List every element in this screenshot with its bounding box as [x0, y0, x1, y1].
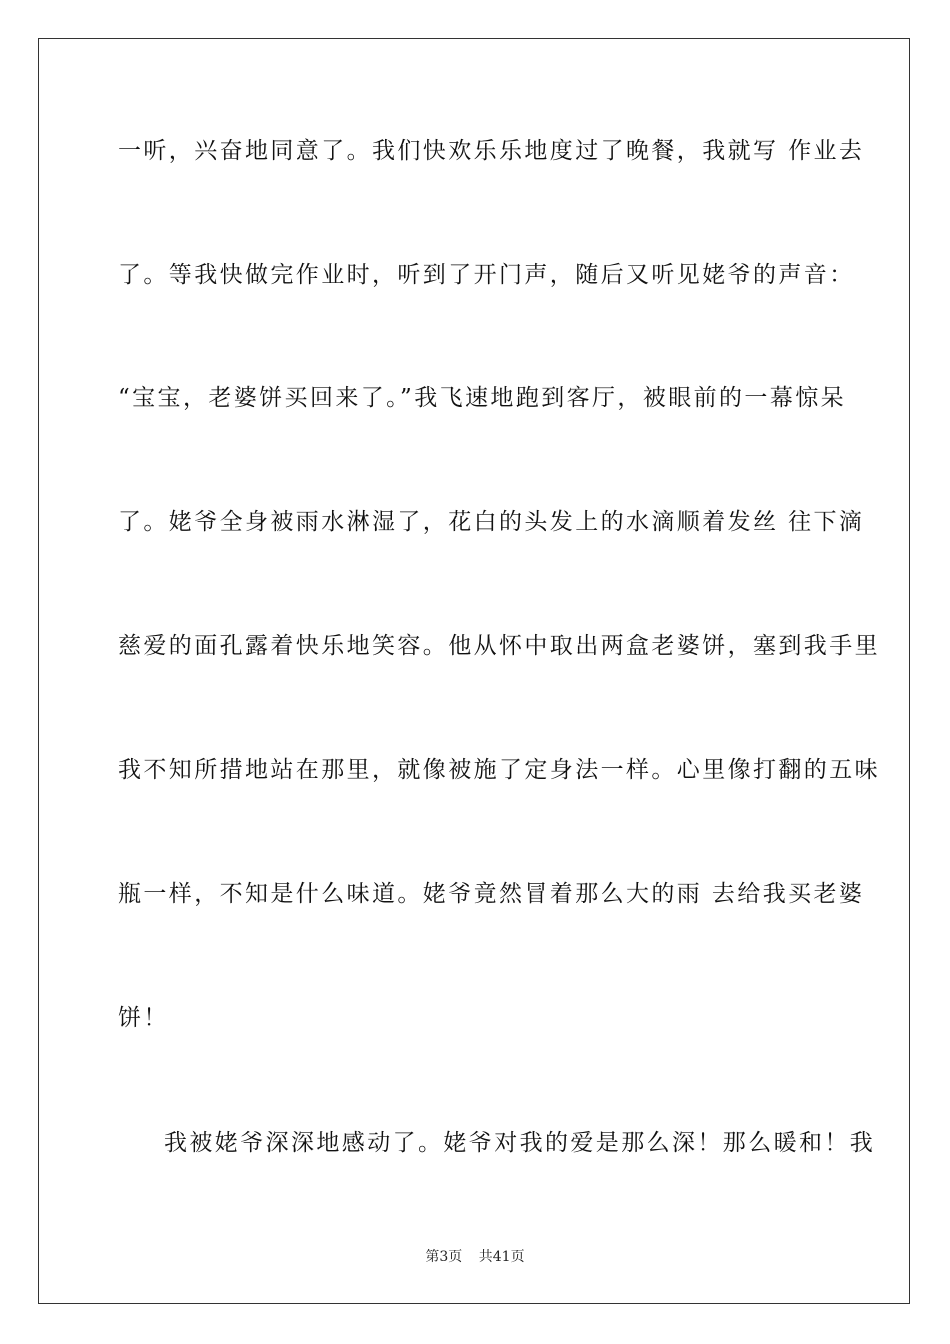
body-line-2: 了。等我快做完作业时，听到了开门声，随后又听见姥爷的声音： — [118, 262, 855, 288]
page-border — [38, 38, 910, 1304]
body-line-5: 慈爱的面孔露着快乐地笑容。他从怀中取出两盒老婆饼，塞到我手里 — [118, 633, 880, 659]
body-line-8: 饼！ — [118, 1005, 169, 1031]
page-number: 第3页 — [425, 1249, 463, 1265]
body-line-7: 瓶一样，不知是什么味道。姥爷竟然冒着那么大的雨 去给我买老婆 — [118, 881, 865, 907]
body-line-9: 我被姥爷深深地感动了。姥爷对我的爱是那么深！那么暖和！我 — [164, 1130, 876, 1156]
page-footer — [0, 1246, 950, 1266]
body-line-4: 了。姥爷全身被雨水淋湿了，花白的头发上的水滴顺着发丝 往下滴 — [118, 509, 865, 535]
body-line-6: 我不知所措地站在那里，就像被施了定身法一样。心里像打翻的五味 — [118, 757, 880, 783]
body-line-3: “宝宝，老婆饼买回来了。”我飞速地跑到客厅，被眼前的一幕惊呆 — [118, 385, 847, 411]
body-line-1: 一听，兴奋地同意了。我们快欢乐乐地度过了晚餐，我就写 作业去 — [118, 138, 865, 164]
total-pages: 共41页 — [478, 1249, 525, 1265]
